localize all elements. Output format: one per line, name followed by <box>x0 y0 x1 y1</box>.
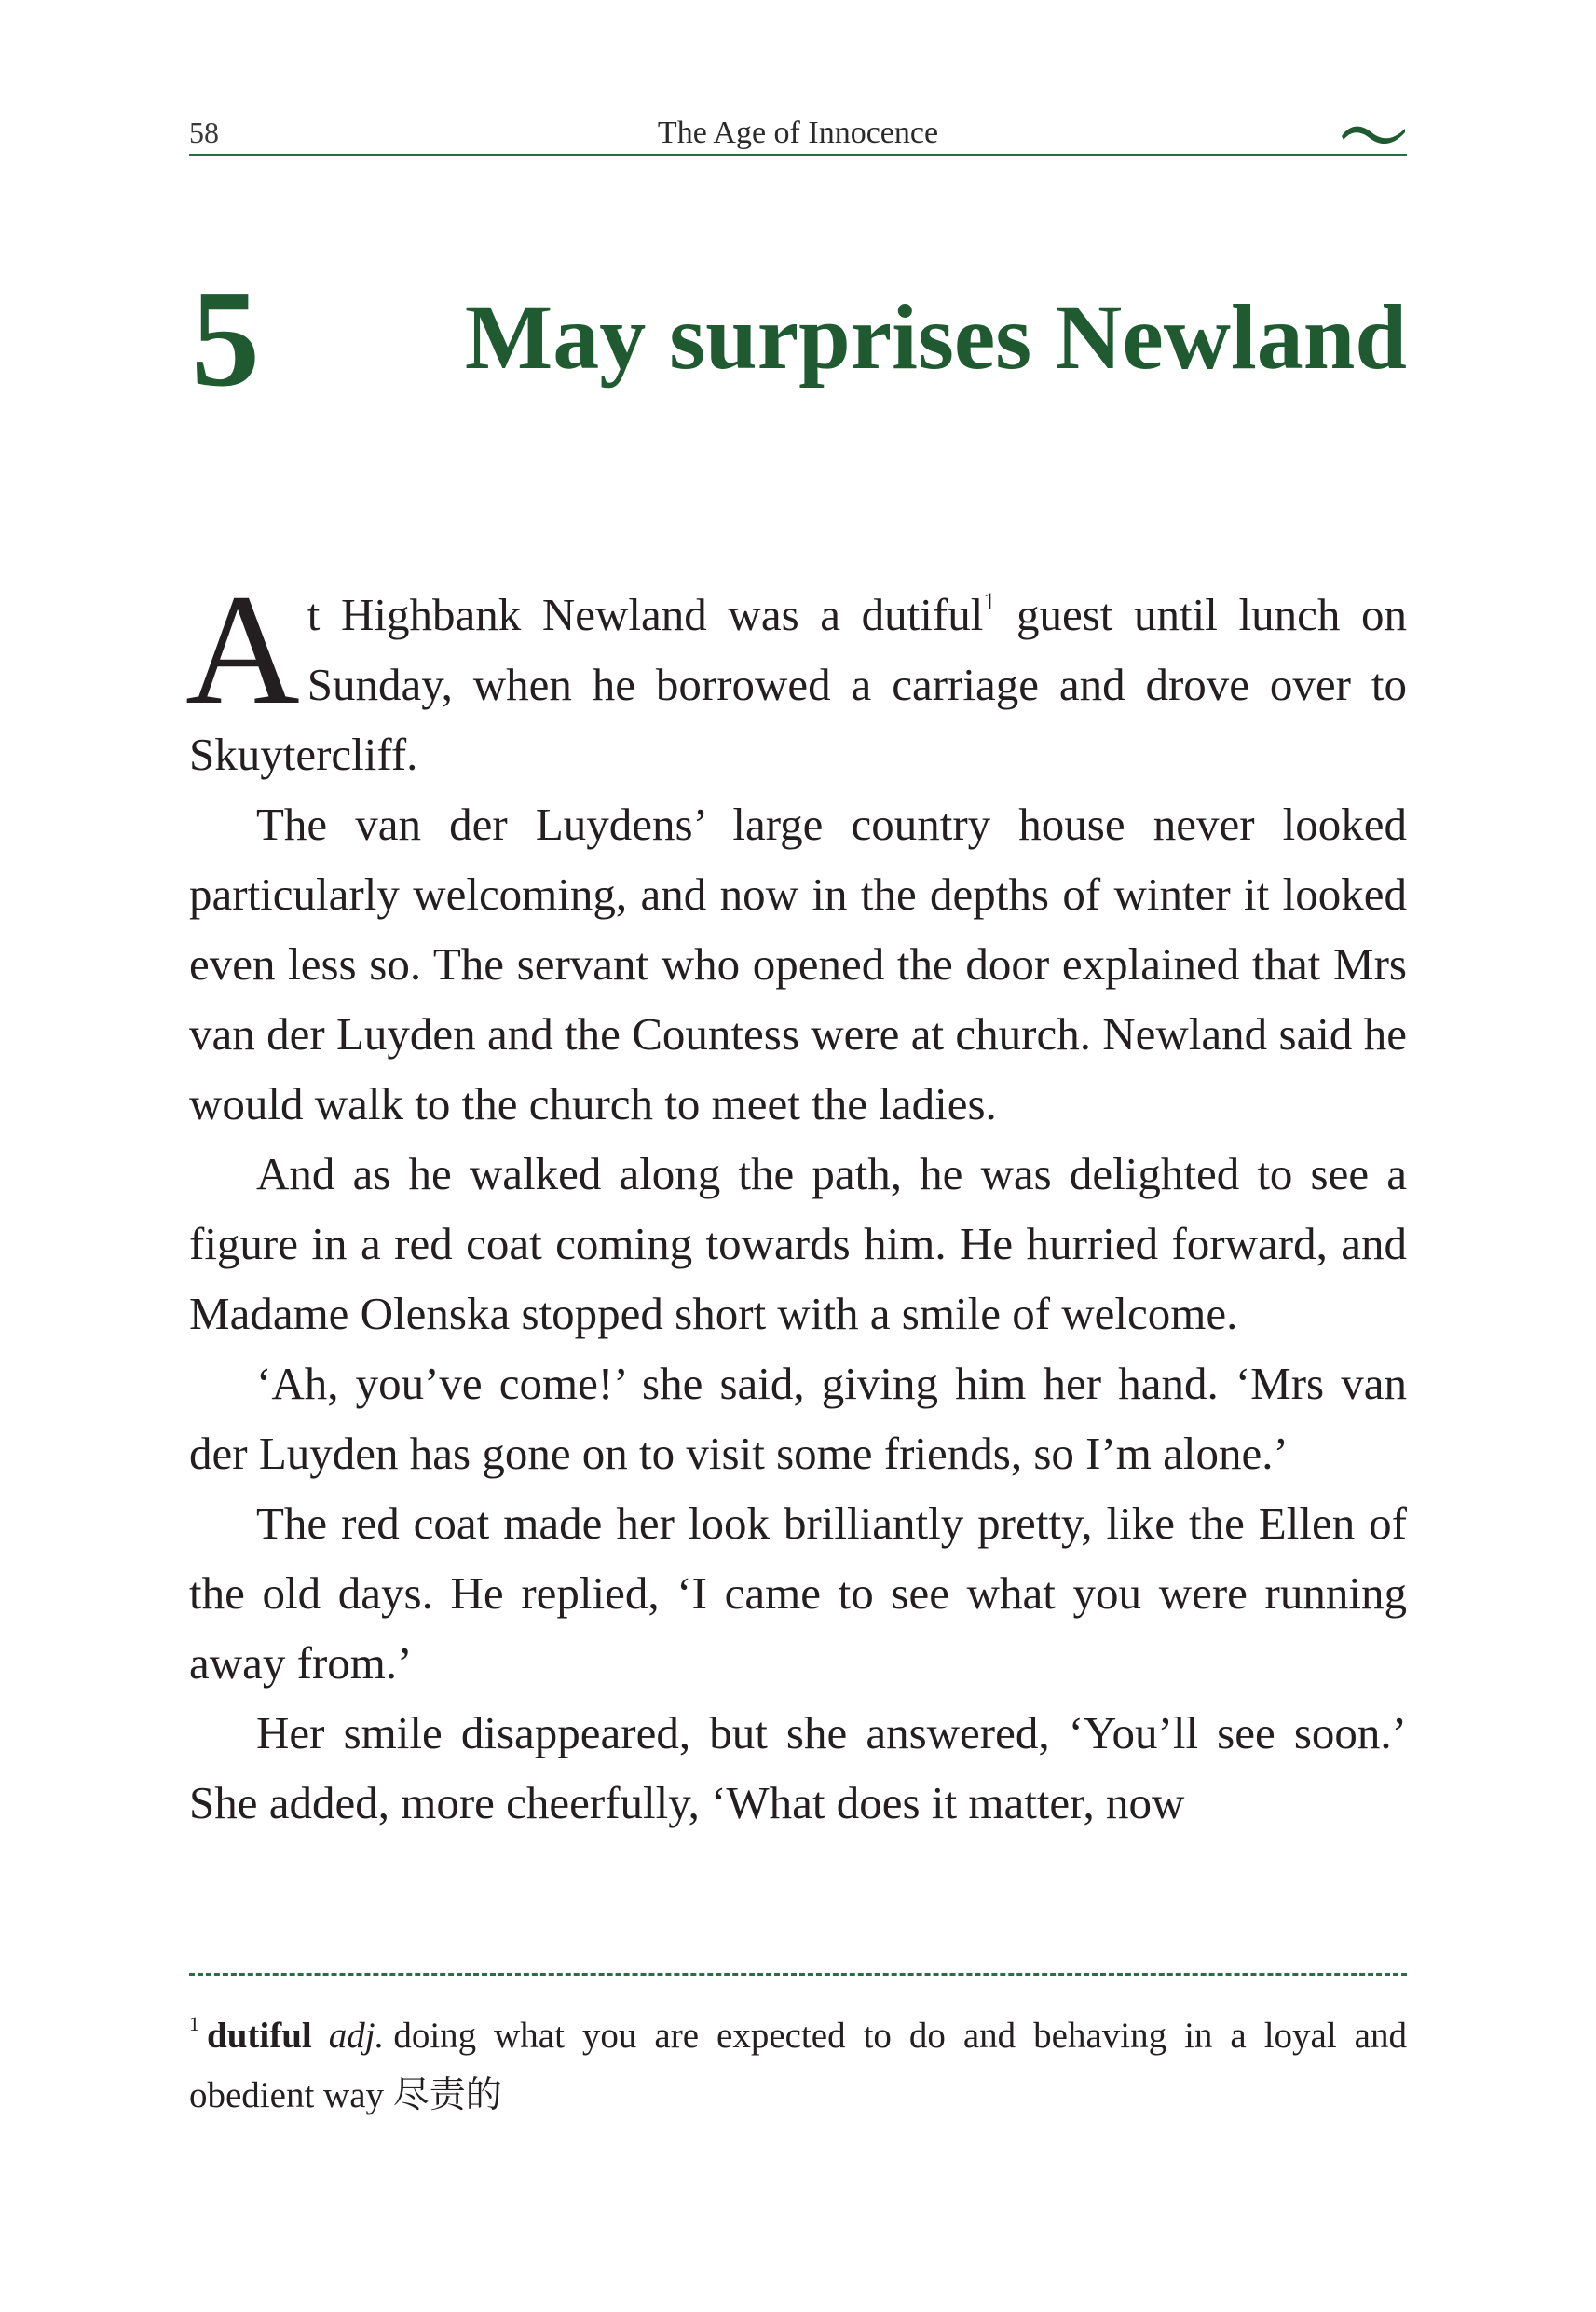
paragraph-2: The van der Luydens’ large country house never looked particularly welcoming, and now in the depths of winter it looked even less so. The servant who opened the door explained that Mrs van der Luyden and the Countess were at church. Newland said he would walk to the church to meet the ladies. <box>189 799 1407 1129</box>
tilde-swash-icon <box>1340 119 1407 147</box>
paragraph-1-text-a: t Highbank Newland was a dutiful <box>307 589 984 640</box>
paragraph-1 <box>185 562 1408 789</box>
footnote-part-of-speech: adj. <box>328 2016 385 2056</box>
header-rule <box>189 154 1407 156</box>
footnote-divider <box>189 1973 1407 1976</box>
footnote-term: dutiful <box>207 2016 312 2056</box>
footnote <box>189 2006 1407 2126</box>
page-number: 58 <box>189 116 219 149</box>
running-title: The Age of Innocence <box>657 116 939 150</box>
paragraph-6: Her smile disappeared, but she answered, ‘You’ll see soon.’ She added, more cheerfully, ‘What does it matter, now <box>189 1707 1407 1828</box>
drop-cap: A <box>185 562 300 737</box>
chapter-title: May surprises Newland <box>464 285 1407 389</box>
footnote-reference[interactable]: 1 <box>983 588 996 615</box>
paragraph-1-text-b: guest until lunch on Sunday, when he borrowed a carriage and drove over to Skuytercliff. <box>189 589 1408 780</box>
footnote-number: 1 <box>189 2012 199 2035</box>
paragraph-4: ‘Ah, you’ve come!’ she said, giving him her hand. ‘Mrs van der Luyden has gone on to visit some friends, so I’m alone.’ <box>189 1358 1407 1479</box>
chapter-heading <box>189 263 1407 419</box>
body-text <box>185 562 1408 1838</box>
footnote-definition: doing what you are expected to do and behaving in a loyal and obedient way 尽责的 <box>189 2016 1407 2115</box>
paragraph-3: And as he walked along the path, he was delighted to see a figure in a red coat coming towards him. He hurried forward, and Madame Olenska stopped short with a smile of welcome. <box>189 1148 1407 1339</box>
running-header <box>189 110 1407 157</box>
paragraph-5: The red coat made her look brilliantly pretty, like the Ellen of the old days. He replied, ‘I came to see what you were running away from.’ <box>189 1498 1407 1689</box>
chapter-number: 5 <box>191 263 260 416</box>
